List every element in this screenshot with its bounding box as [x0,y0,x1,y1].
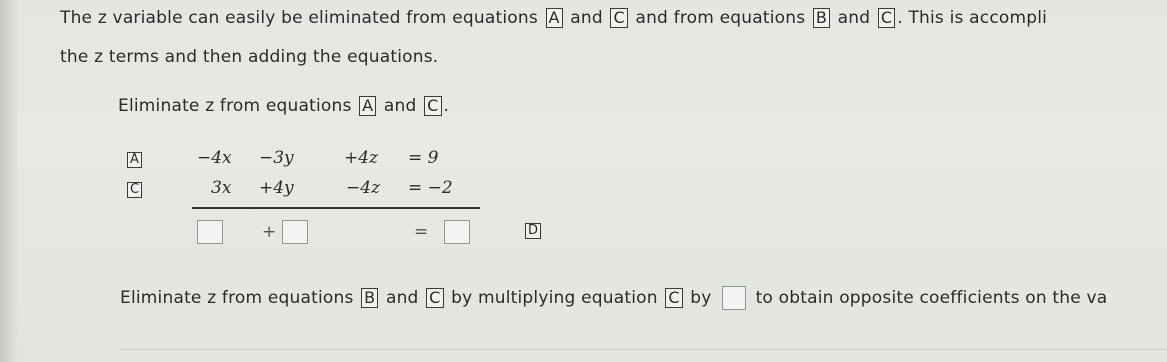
instruction-text: from equations [214,96,358,116]
equation-tag-c: C [665,288,682,308]
variable-z: z [94,47,104,67]
equation-tag-a: A [359,96,376,116]
instruction-text: and [378,96,423,116]
instruction-text: Eliminate [118,96,206,116]
rhs-c: = −2 [408,178,453,198]
instruction-text: by multiplying equation [445,288,664,308]
intro-line-1 [60,8,1047,28]
equation-tag-c: C [426,288,443,308]
coef-c-x: 3x [211,178,232,198]
instruction-text: to obtain opposite coefficients on the va [755,288,1108,308]
coef-c-y: +4y [259,178,294,198]
instruction-text: Eliminate [120,288,208,308]
intro-text: variable can easily be eliminated from equations [106,8,544,28]
instruction-text: from equations [216,288,360,308]
equation-tag-c: C [610,8,627,28]
intro-text: . This is accompli [897,8,1048,28]
sum-y-input[interactable] [282,220,308,244]
plus-sign: + [262,222,277,242]
equation-tag-b: B [813,8,830,28]
sum-x-input[interactable] [197,220,223,244]
coef-a-y: −3y [259,148,294,168]
coef-a-x: −4x [197,148,232,168]
equation-tag-a: A [546,8,563,28]
sum-line [192,207,480,209]
equation-tag-b: B [361,288,378,308]
row-tag-a: A [127,152,142,168]
divider [120,349,1167,350]
equation-tag-c: C [878,8,895,28]
equation-tag-c: C [424,96,441,116]
equals-sign: = [414,222,429,242]
rhs-a: = 9 [408,148,439,168]
intro-text: and from equations [629,8,811,28]
multiplier-input[interactable] [722,286,746,310]
left-edge-shadow [0,0,18,362]
instruction-text: . [443,96,450,116]
variable-z: z [207,288,217,308]
instruction-text: and [380,288,425,308]
coef-c-z: −4z [346,178,381,198]
intro-text: the [60,47,95,67]
intro-line-2 [60,47,438,67]
row-tag-d: D [525,223,541,239]
intro-text: and [564,8,609,28]
intro-text: and [832,8,876,28]
variable-z: z [205,96,215,116]
intro-text: The [60,8,98,28]
coef-a-z: +4z [344,148,379,168]
eliminate-instruction-1 [118,96,449,116]
variable-z: z [97,8,107,28]
row-tag-c: C [127,182,142,198]
intro-text: terms and then adding the equations. [103,47,439,67]
eliminate-instruction-2 [120,286,1107,310]
instruction-text: by [684,288,712,308]
sum-rhs-input[interactable] [444,220,470,244]
